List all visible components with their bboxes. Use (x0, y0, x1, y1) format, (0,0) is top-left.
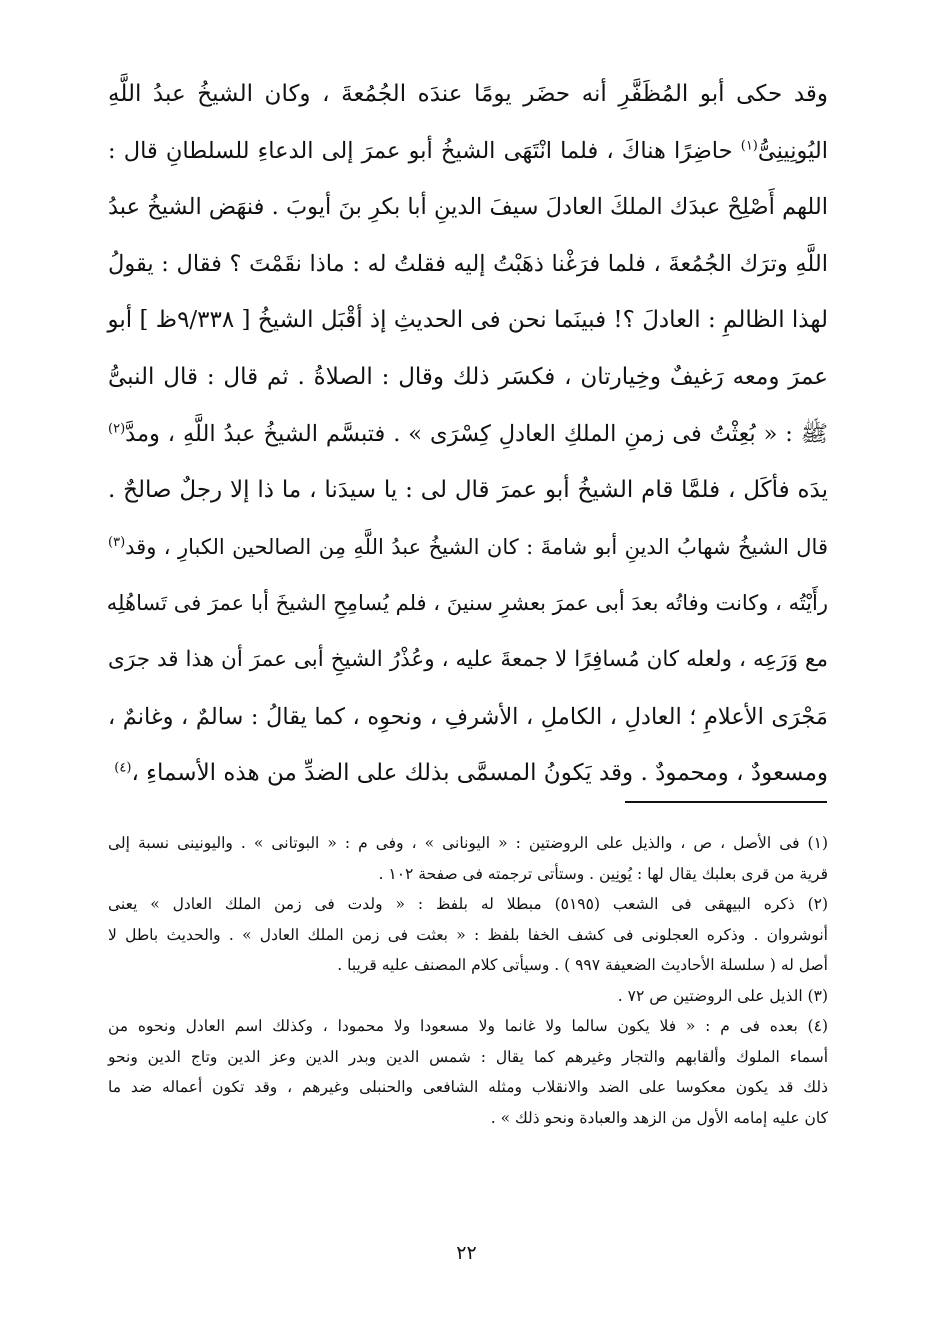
page-number: ٢٢ (456, 1242, 477, 1264)
main-line-4: اللَّهِ وترَك الجُمُعةَ ، فلما فرَغْنا ذهَبْتُ إليه فقلتُ له : ماذا نقَمْتَ ؟ فقال : يقولُ (108, 250, 828, 277)
footnote-line-6: (٣) الذيل على الروضتين ص ٧٢ . (617, 986, 828, 1005)
footnote-separator (625, 801, 827, 803)
main-line-2 (108, 123, 828, 180)
main-line-12: مَجْرَى الأعلامِ ؛ العادلِ ، الكاملِ ، الأشرفِ ، ونحوِه ، كما يقالُ : سالمٌ ، وغانمٌ ، (108, 703, 828, 730)
footnote-line-1: (١) فى الأصل ، ص ، والذيل على الروضتين : « اليونانى » ، وفى م : « البوتانى » . واليونينى نسبة إلى (108, 834, 828, 852)
footnote-line-7: (٤) بعده فى م : « فلا يكون سالما ولا غانما ولا مسعودا ولا محمودا ، وكذلك اسم العادل ونحوه من (108, 1017, 828, 1035)
footnote-ref-2: (٢) (108, 421, 126, 437)
main-line-7-text: ﷺ : « بُعِثْتُ فى زمنِ الملكِ العادلِ كِسْرَى » . فتبسَّم الشيخُ عبدُ اللَّهِ ، ومدَّ (125, 420, 828, 447)
footnote-line-2: قرية من قرى بعلبك يقال لها : يُونِين . وستأتى ترجمته فى صفحة ١٠٢ . (378, 864, 828, 883)
footnote-line-9: ذلك قد يكون معكوسا على الضد والانقلاب ومثله الشافعى والحنبلى وغيرهم ، وقد تكون أعماله ضد ما (108, 1078, 828, 1096)
footnote-ref-1: (١) (740, 138, 758, 154)
footnote-line-10: كان عليه إمامه الأول من الزهد والعبادة ونحو ذلك » . (490, 1108, 828, 1127)
main-line-11: مع وَرَعِه ، ولعله كان مُسافِرًا لا جمعةَ عليه ، وعُذْرُ الشيخِ أبى عمرَ أن هذا قد جرَى (108, 646, 828, 672)
main-text (108, 66, 828, 802)
footnotes (108, 828, 828, 1133)
main-line-13 (108, 745, 828, 802)
footnote-line-5: أصل له ( سلسلة الأحاديث الضعيفة ٩٩٧ ) . وسيأتى كلام المصنف عليه قريبا . (337, 956, 828, 974)
main-line-8: يدَه فأكَل ، فلمَّا قام الشيخُ أبو عمرَ قال لى : يا سيدَنا ، ما ذا إلا رجلٌ صالحٌ . (108, 477, 828, 504)
main-line-7 (108, 406, 828, 463)
footnote-ref-3: (٣) (108, 534, 126, 550)
main-line-13-text: ومسعودٌ ، ومحمودٌ . وقد يَكونُ المسمَّى بذلك على الضدِّ من هذه الأسماءِ ، (131, 760, 828, 787)
name-yunini: اليُونِينِىُّ (757, 137, 828, 164)
main-line-5: لهذا الظالمِ : العادلَ ؟! فبينَما نحن فى الحديثِ إذ أقْبَل الشيخُ [ ٩/٣٣٨ظ ] أبو (107, 307, 828, 334)
main-line-9-text: قال الشيخُ شهابُ الدينِ أبو شامةَ : كان الشيخُ عبدُ اللَّهِ مِن الصالحين الكبارِ ، وقد (125, 534, 828, 559)
main-line-9 (108, 519, 828, 576)
main-line-2-text: حاضِرًا هناكَ ، فلما انْتَهَى الشيخُ أبو عمرَ إلى الدعاءِ للسلطانِ قال : (108, 137, 733, 164)
footnote-line-4: أنوشروان . وذكره العجلونى فى كشف الخفا بلفظ : « بعثت فى زمن الملك العادل » . والحديث باطل لا (108, 925, 828, 944)
main-line-1: وقد حكى أبو المُظَفَّرِ أنه حضَر يومًا عندَه الجُمُعةَ ، وكان الشيخُ عبدُ اللَّهِ (108, 81, 828, 107)
main-line-6: عمرَ ومعه رَغيفٌ وخِيارتان ، فكسَر ذلك وقال : الصلاةُ . ثم قال : قال النبىُّ (108, 363, 828, 390)
footnote-line-3: (٢) ذكره البيهقى فى الشعب (٥١٩٥) مبطلا له بلفظ : « ولدت فى زمن الملك العادل » يعنى (108, 895, 829, 913)
main-line-10: رأَيْتُه ، وكانت وفاتُه بعدَ أبى عمرَ بعشرِ سنينَ ، فلم يُسامِحِ الشيخَ أبا عمرَ فى تَساهُلِه (106, 591, 828, 616)
main-line-3: اللهم أَصْلِحْ عبدَك الملكَ العادلَ سيفَ الدينِ أبا بكرِ بنَ أيوبَ . فنهَض الشيخُ عبدُ (108, 194, 828, 221)
footnote-ref-4: (٤) (114, 760, 132, 776)
footnote-line-8: أسماء الملوك وألقابهم والتجار وغيرهم كما يقال : شمس الدين وبدر الدين وعز الدين وتاج الدين ونحو (108, 1047, 828, 1066)
